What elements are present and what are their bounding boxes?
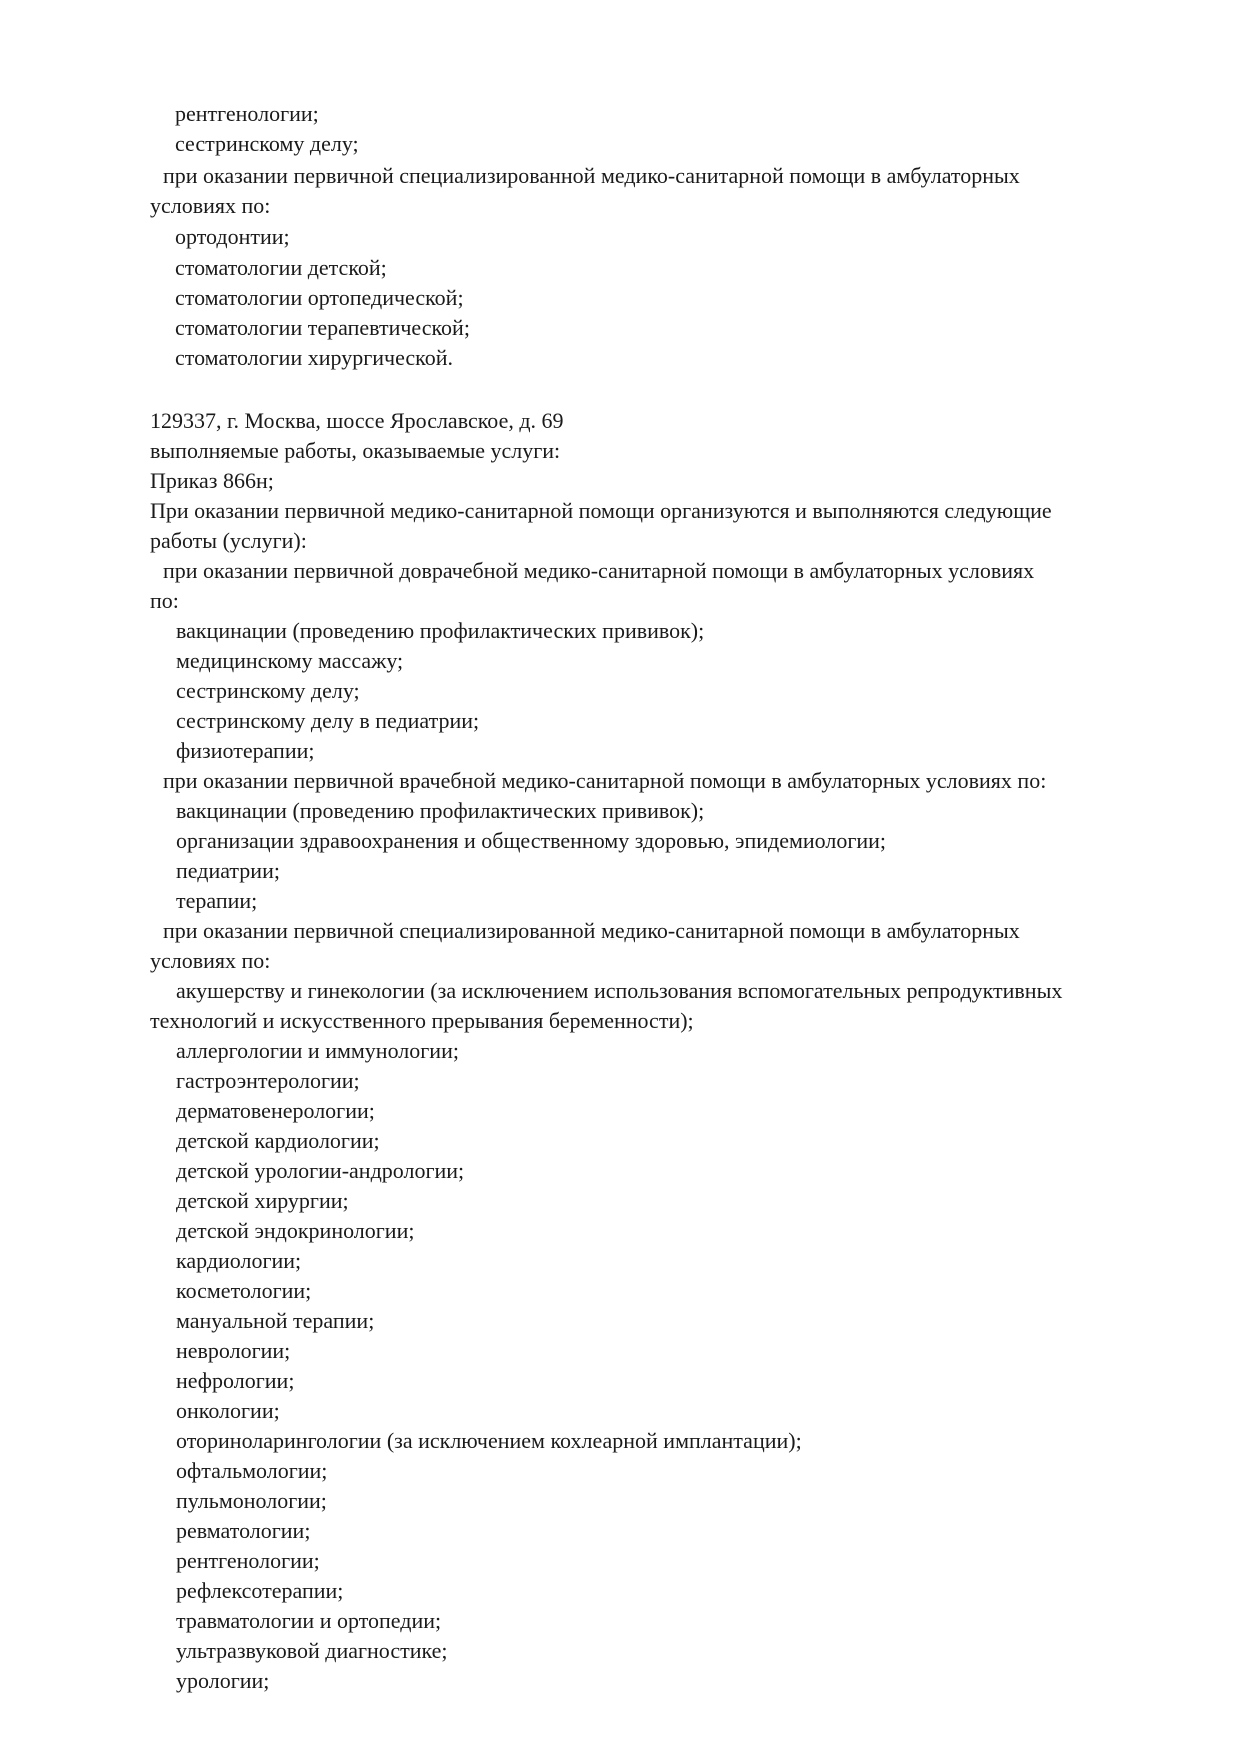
primary-intro-continuation: работы (услуги): [150,528,307,553]
list-item: вакцинации (проведению профилактических прививок); [176,618,705,643]
list-item: детской эндокринологии; [176,1218,415,1243]
list-item: акушерству и гинекологии (за исключением использования вспомогательных репродуктивных [176,978,1063,1003]
list-item: стоматологии терапевтической; [175,315,470,340]
list-item: офтальмологии; [176,1458,328,1483]
list-item: педиатрии; [176,858,280,883]
list-item: мануальной терапии; [176,1308,375,1333]
list-item: физиотерапии; [176,738,315,763]
list-item: травматологии и ортопедии; [176,1608,442,1633]
section-intro-continuation: условиях по: [150,948,271,973]
list-item: детской урологии-андрологии; [176,1158,465,1183]
list-item: нефрологии; [176,1368,295,1393]
list-item: ревматологии; [176,1518,311,1543]
list-item: детской хирургии; [176,1188,349,1213]
list-item: ортодонтии; [175,224,290,249]
list-item: аллергологии и иммунологии; [176,1038,459,1063]
list-item: организации здравоохранения и общественному здоровью, эпидемиологии; [176,828,887,853]
list-item: детской кардиологии; [176,1128,380,1153]
list-item-continuation: технологий и искусственного прерывания беременности); [150,1008,694,1033]
section-intro: при оказании первичной специализированной медико-санитарной помощи в амбулаторных [163,163,1020,188]
works-label: выполняемые работы, оказываемые услуги: [150,438,561,463]
list-item: сестринскому делу; [175,131,359,156]
list-item: стоматологии ортопедической; [175,285,464,310]
primary-intro: При оказании первичной медико-санитарной помощи организуются и выполняются следующие [150,498,1052,523]
section-intro: при оказании первичной доврачебной медико-санитарной помощи в амбулаторных условиях [163,558,1035,583]
list-item: рентгенологии; [176,1548,320,1573]
list-item: рентгенологии; [175,101,319,126]
list-item: стоматологии хирургической. [175,345,453,370]
section-intro-continuation: по: [150,588,179,613]
list-item: кардиологии; [176,1248,302,1273]
address: 129337, г. Москва, шоссе Ярославское, д. 69 [150,408,564,433]
list-item: сестринскому делу; [176,678,360,703]
list-item: стоматологии детской; [175,255,387,280]
list-item: сестринскому делу в педиатрии; [176,708,480,733]
list-item: онкологии; [176,1398,280,1423]
list-item: неврологии; [176,1338,291,1363]
list-item: рефлексотерапии; [176,1578,344,1603]
list-item: косметологии; [176,1278,312,1303]
list-item: пульмонологии; [176,1488,327,1513]
list-item: вакцинации (проведению профилактических прививок); [176,798,705,823]
section-intro: при оказании первичной врачебной медико-санитарной помощи в амбулаторных условиях по: [163,768,1047,793]
order-reference: Приказ 866н; [150,468,274,493]
list-item: дерматовенерологии; [176,1098,375,1123]
list-item: медицинскому массажу; [176,648,404,673]
list-item: гастроэнтерологии; [176,1068,360,1093]
section-intro-continuation: условиях по: [150,193,271,218]
list-item: терапии; [176,888,258,913]
list-item: оториноларингологии (за исключением кохлеарной имплантации); [176,1428,802,1453]
list-item: урологии; [176,1668,270,1693]
list-item: ультразвуковой диагностике; [176,1638,448,1663]
section-intro: при оказании первичной специализированной медико-санитарной помощи в амбулаторных [163,918,1020,943]
